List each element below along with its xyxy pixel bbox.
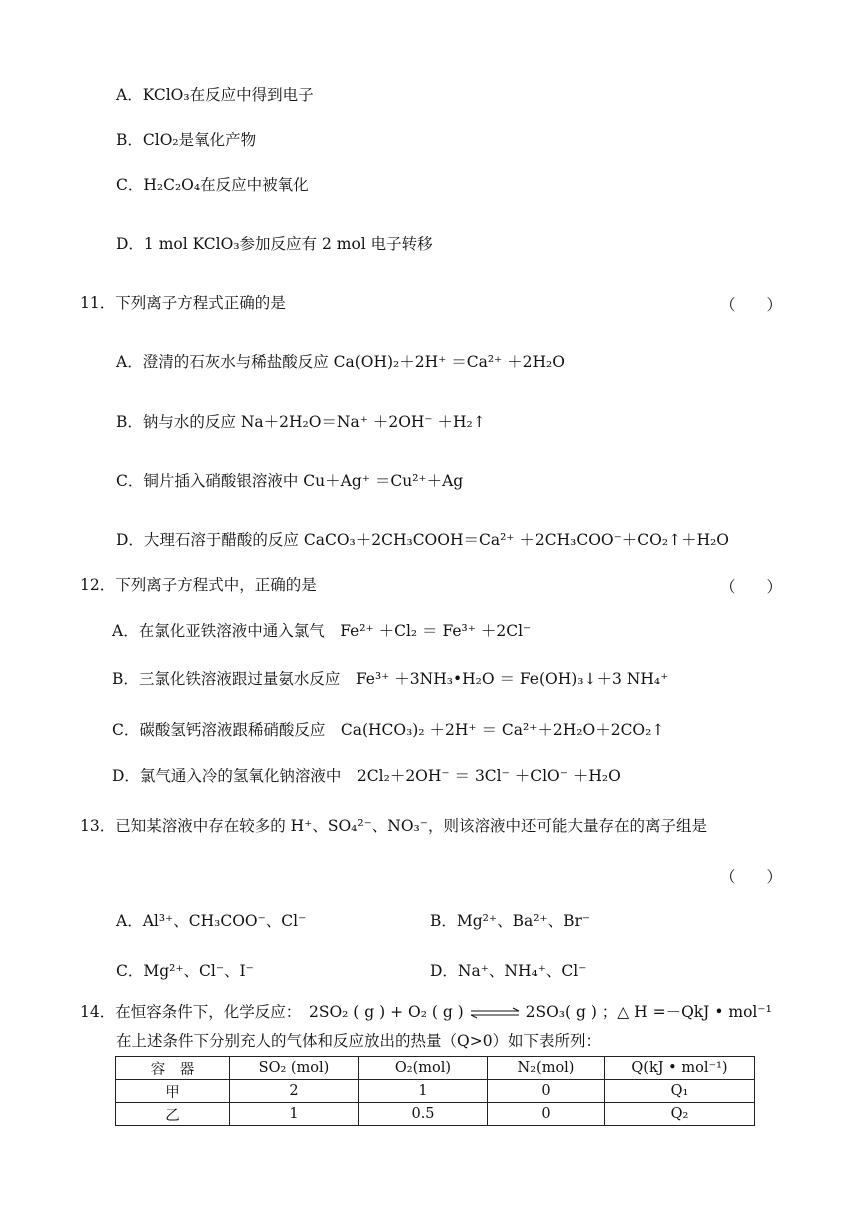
q12-stem: 12．下列离子方程式中，正确的是 (80, 576, 317, 594)
table-row (116, 1080, 755, 1103)
q10-option-b: B．ClO₂是氧化产物 (116, 131, 257, 149)
table-header-cell: N₂(mol) (488, 1057, 605, 1080)
q13-option-a: A．Al³⁺、CH₃COO⁻、Cl⁻ (116, 912, 307, 930)
q14-reactants: 14．在恒容条件下，化学反应： 2SO₂ ( g ) + O₂ ( g ) (80, 1003, 464, 1021)
q14-products: 2SO₃( g ) ；△ H =－QkJ • mol⁻¹ (525, 1003, 772, 1021)
q11-stem: 11．下列离子方程式正确的是 (80, 294, 286, 312)
table-cell: 1 (230, 1103, 359, 1126)
q11-option-b: B．钠与水的反应 Na＋2H₂O＝Na⁺ ＋2OH⁻ ＋H₂↑ (116, 413, 486, 431)
q14-stem (80, 1002, 772, 1022)
q14-line2: 在上述条件下分别充人的气体和反应放出的热量（Q>0）如下表所列： (116, 1032, 602, 1050)
q12-option-a: A．在氯化亚铁溶液中通入氯气 Fe²⁺ ＋Cl₂ ＝ Fe³⁺ ＋2Cl⁻ (112, 622, 532, 640)
table-cell: 0.5 (359, 1103, 488, 1126)
table-cell: Q₁ (605, 1080, 755, 1103)
table-cell: 0 (488, 1080, 605, 1103)
table-header-row (116, 1057, 755, 1080)
table-cell: 乙 (116, 1103, 230, 1126)
q14-data-table (115, 1056, 755, 1126)
table-cell: 0 (488, 1103, 605, 1126)
equilibrium-arrow-icon (469, 1007, 521, 1019)
q13-answer-blank: （ ） (720, 868, 783, 886)
table-cell: Q₂ (605, 1103, 755, 1126)
table-cell: 1 (359, 1080, 488, 1103)
table-row (116, 1103, 755, 1126)
table-header-cell: O₂(mol) (359, 1057, 488, 1080)
q11-option-c: C．铜片插入硝酸银溶液中 Cu＋Ag⁺ ＝Cu²⁺＋Ag (116, 472, 464, 490)
q10-option-c: C．H₂C₂O₄在反应中被氧化 (116, 176, 309, 194)
q13-stem: 13．已知某溶液中存在较多的 H⁺、SO₄²⁻、NO₃⁻，则该溶液中还可能大量存在的离子组是 (80, 817, 707, 835)
q10-option-d: D．1 mol KClO₃参加反应有 2 mol 电子转移 (116, 235, 433, 253)
q12-option-b: B．三氯化铁溶液跟过量氨水反应 Fe³⁺ ＋3NH₃•H₂O ＝ Fe(OH)₃↓＋3 NH₄⁺ (112, 670, 669, 688)
q12-option-c: C．碳酸氢钙溶液跟稀硝酸反应 Ca(HCO₃)₂ ＋2H⁺ ＝ Ca²⁺＋2H₂O＋2CO₂↑ (112, 721, 665, 739)
table-cell: 2 (230, 1080, 359, 1103)
table-header-cell: SO₂ (mol) (230, 1057, 359, 1080)
table-header-cell: 容 器 (116, 1057, 230, 1080)
q13-option-c: C．Mg²⁺、Cl⁻、I⁻ (116, 962, 254, 980)
q10-option-a: A．KClO₃在反应中得到电子 (116, 86, 314, 104)
q11-option-d: D．大理石溶于醋酸的反应 CaCO₃＋2CH₃COOH＝Ca²⁺ ＋2CH₃COO⁻＋CO₂↑＋H₂O (116, 531, 730, 549)
table-cell: 甲 (116, 1080, 230, 1103)
q13-option-d: D．Na⁺、NH₄⁺、Cl⁻ (430, 962, 587, 980)
table-header-cell: Q(kJ • mol⁻¹) (605, 1057, 755, 1080)
q11-answer-blank: （ ） (720, 296, 783, 314)
q12-answer-blank: （ ） (720, 578, 783, 596)
q11-option-a: A．澄清的石灰水与稀盐酸反应 Ca(OH)₂＋2H⁺ ＝Ca²⁺ ＋2H₂O (116, 353, 565, 371)
q12-option-d: D．氯气通入冷的氢氧化钠溶液中 2Cl₂＋2OH⁻ ＝ 3Cl⁻ ＋ClO⁻ ＋H₂O (112, 767, 621, 785)
q13-option-b: B．Mg²⁺、Ba²⁺、Br⁻ (430, 912, 591, 930)
